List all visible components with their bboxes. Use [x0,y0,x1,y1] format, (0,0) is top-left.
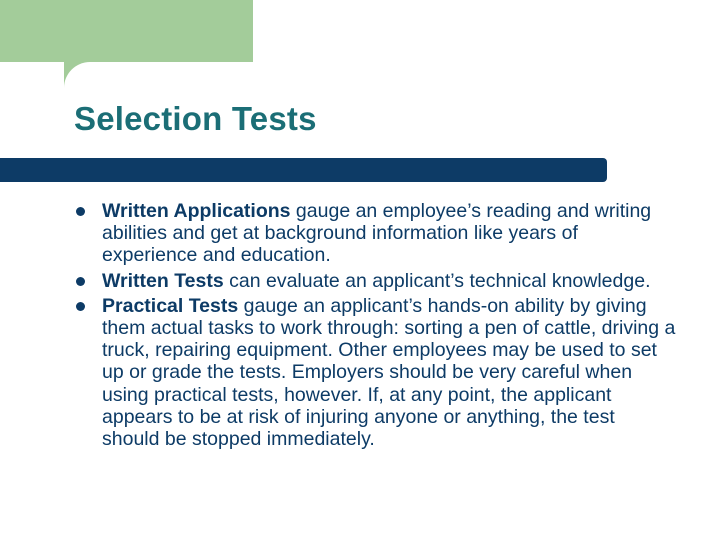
bullet-written-tests [76,270,676,292]
bullet-text: gauge an employee’s reading and writing abilities and get at background information like years of experience and education. [102,200,652,267]
left-white-strip [0,62,64,546]
bullet-written-applications [76,200,676,267]
bullet-text: can evaluate an applicant’s technical knowledge. [223,269,651,292]
title-underline-bar [0,158,607,182]
slide-title: Selection Tests [74,100,317,137]
bullet-dot-icon [76,302,85,311]
bullet-lead: Practical Tests [102,294,239,317]
bullet-list [76,200,676,453]
bullet-dot-icon [76,207,85,216]
bullet-lead: Written Applications [102,200,291,222]
bullet-dot-icon [76,277,85,286]
bullet-text: gauge an applicant’s hands-on ability by giving them actual tasks to work through: sorting a pen of cattle, driving a truck, repairing equipment. Other employees may be used to set up or grade the tests. Employers should be very careful when using practical tests, however. If, at any point, the applicant appears to be at risk of injuring anyone or anything, the test should be stopped immediately. [102,294,676,451]
bullet-practical-tests [76,295,676,450]
bullet-lead: Written Tests [102,269,224,292]
